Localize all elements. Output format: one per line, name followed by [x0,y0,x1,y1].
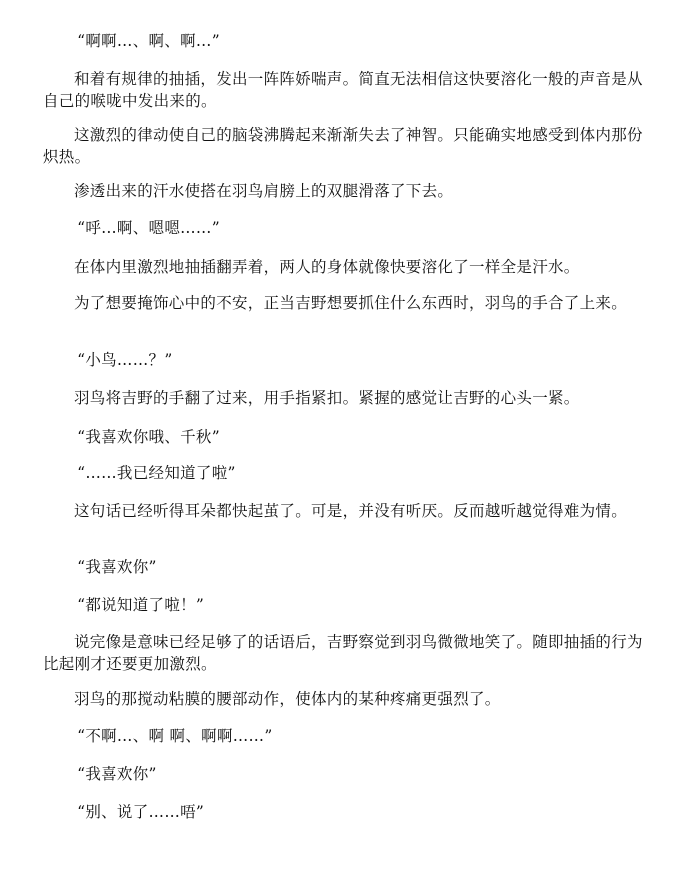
paragraph: “小鸟……？” [77,351,173,369]
paragraph: 这句话已经听得耳朵都快起茧了。可是，并没有听厌。反而越听越觉得难为情。 [74,502,628,520]
paragraph: “都说知道了啦！” [77,596,205,614]
paragraph: “……我已经知道了啦” [77,464,236,482]
paragraph: “不啊…、啊 啊、啊啊……” [77,727,273,745]
paragraph: 为了想要掩饰心中的不安，正当吉野想要抓住什么东西时，羽鸟的手合了上来。 [74,294,628,312]
paragraph: 在体内里激烈地抽插翻弄着，两人的身体就像快要溶化了一样全是汗水。 [74,258,580,276]
paragraph: “我喜欢你哦、千秋” [77,428,220,446]
paragraph: “我喜欢你” [77,558,157,576]
paragraph: “别、说了……唔” [77,803,205,821]
paragraph: 渗透出来的汗水使搭在羽鸟肩膀上的双腿滑落了下去。 [74,182,454,200]
paragraph: “我喜欢你” [77,765,157,783]
paragraph: 和着有规律的抽插，发出一阵阵娇喘声。简直无法相信这快要溶化一般的声音是从自己的喉咙中发出来的。 [43,70,643,110]
paragraph: 这激烈的律动使自己的脑袋沸腾起来渐渐失去了神智。只能确实地感受到体内那份炽热。 [43,126,643,166]
paragraph: 说完像是意味已经足够了的话语后，吉野察觉到羽鸟微微地笑了。随即抽插的行为比起刚才还要更加激烈。 [43,633,643,673]
paragraph: “啊啊…、啊、啊…” [77,32,220,50]
paragraph: “呼…啊、嗯嗯……” [77,219,220,237]
paragraph: 羽鸟将吉野的手翻了过来，用手指紧扣。紧握的感觉让吉野的心头一紧。 [74,389,580,407]
paragraph: 羽鸟的那搅动粘膜的腰部动作，使体内的某种疼痛更强烈了。 [74,690,501,708]
